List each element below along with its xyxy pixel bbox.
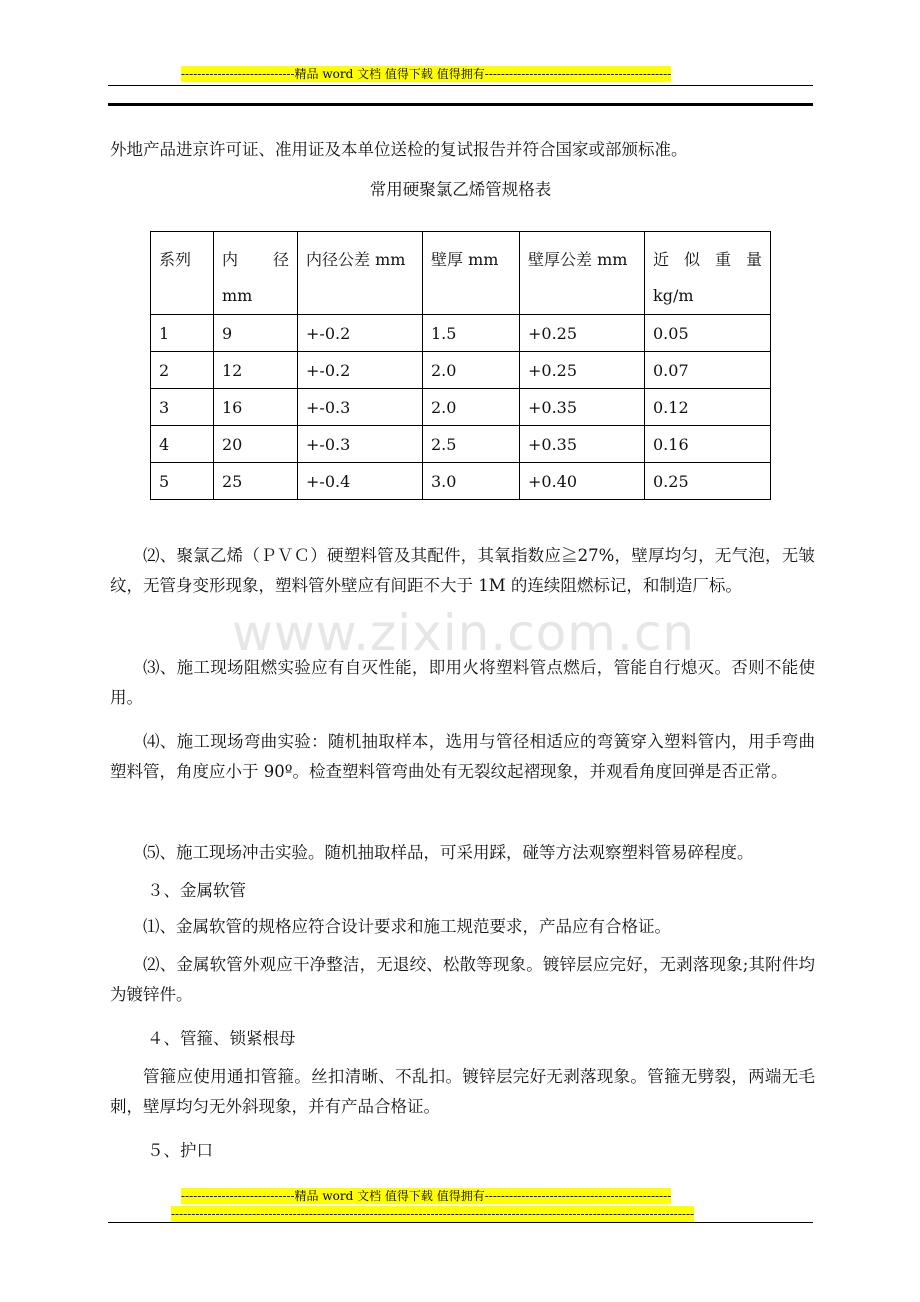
paragraph-bend-test: ⑷、施工现场弯曲实验：随机抽取样本，选用与管径相适应的弯簧穿入塑料管内，用手弯曲塑料管，角度应小于 90º。检查塑料管弯曲处有无裂纹起褶现象，并观看角度回弹是否正常。 [110, 732, 815, 781]
table-row [151, 315, 771, 352]
table-row [151, 389, 771, 426]
paragraph-pvc-oxygen-index: ⑵、聚氯乙烯（ＰＶＣ）硬塑料管及其配件，其氧指数应≧27%，壁厚均匀，无气泡，无皱纹，无管身变形现象，塑料管外壁应有间距不大于 1M 的连续阻燃标记，和制造厂标。 [110, 546, 815, 595]
paragraph-impact-test: ⑸、施工现场冲击实验。随机抽取样品，可采用踩，碰等方法观察塑料管易碎程度。 [143, 843, 754, 862]
header-cell: 内 径 mm [214, 232, 298, 315]
table-cell: 0.07 [645, 352, 771, 389]
table-cell: +-0.3 [298, 389, 423, 426]
table-cell: 0.05 [645, 315, 771, 352]
table-cell: +-0.3 [298, 426, 423, 463]
header-rule-thick [108, 103, 813, 106]
table-cell: 3 [151, 389, 214, 426]
table-cell: 16 [214, 389, 298, 426]
section-heading-coupling: ４、管箍、锁紧根母 [147, 1029, 296, 1048]
table-title: 常用硬聚氯乙烯管规格表 [369, 180, 552, 199]
table-cell: 2.0 [423, 389, 520, 426]
table-cell: 4 [151, 426, 214, 463]
table-cell: 1.5 [423, 315, 520, 352]
paragraph-flame-test: ⑶、施工现场阻燃实验应有自灭性能，即用火将塑料管点燃后，管能自行熄灭。否则不能使用。 [110, 658, 815, 707]
section-heading-bushing: ５、护口 [147, 1141, 213, 1160]
spec-table [150, 231, 771, 500]
paragraph-metal-hose-appearance: ⑵、金属软管外观应干净整洁，无退绞、松散等现象。镀锌层应完好，无剥落现象;其附件均为镀锌件。 [110, 955, 815, 1004]
table-row [151, 352, 771, 389]
table-header-row [151, 232, 771, 315]
table-cell: 0.25 [645, 463, 771, 500]
header-cell: 近 似 重 量 kg/m [645, 232, 771, 315]
table-cell: +0.35 [520, 389, 645, 426]
header-banner: ----------------------------精品 word 文档 值得下载 值得拥有---------------------------------------------- [181, 67, 672, 81]
table-cell: 1 [151, 315, 214, 352]
header-rule-thin [108, 85, 813, 86]
header-cell: 壁厚 mm [423, 232, 520, 315]
table-row [151, 426, 771, 463]
table-cell: 20 [214, 426, 298, 463]
table-cell: +-0.4 [298, 463, 423, 500]
table-cell: 0.12 [645, 389, 771, 426]
paragraph-metal-hose-spec: ⑴、金属软管的规格应符合设计要求和施工规范要求，产品应有合格证。 [143, 917, 671, 936]
table-cell: 12 [214, 352, 298, 389]
table-cell: +-0.2 [298, 352, 423, 389]
section-heading-metal-hose: ３、金属软管 [147, 881, 246, 900]
paragraph-coupling: 管箍应使用通扣管箍。丝扣清晰、不乱扣。镀锌层完好无剥落现象。管箍无劈裂，两端无毛刺，壁厚均匀无外斜现象，并有产品合格证。 [110, 1067, 815, 1116]
table-cell: +-0.2 [298, 315, 423, 352]
table-cell: 25 [214, 463, 298, 500]
table-cell: +0.25 [520, 352, 645, 389]
footer-rule [108, 1222, 813, 1223]
table-cell: 2.0 [423, 352, 520, 389]
table-cell: +0.40 [520, 463, 645, 500]
table-cell: 2 [151, 352, 214, 389]
table-cell: +0.25 [520, 315, 645, 352]
footer-banner: ----------------------------精品 word 文档 值得下载 值得拥有---------------------------------------------- [181, 1189, 672, 1203]
intro-line: 外地产品进京许可证、准用证及本单位送检的复试报告并符合国家或部颁标准。 [110, 140, 688, 159]
header-cell: 系列 [151, 232, 214, 315]
header-cell: 壁厚公差 mm [520, 232, 645, 315]
watermark: www.zixin.com.cn [232, 604, 696, 662]
table-cell: +0.35 [520, 426, 645, 463]
table-cell: 9 [214, 315, 298, 352]
table-row [151, 463, 771, 500]
table-cell: 5 [151, 463, 214, 500]
header-cell: 内径公差 mm [298, 232, 423, 315]
table-cell: 2.5 [423, 426, 520, 463]
table-cell: 0.16 [645, 426, 771, 463]
footer-banner-dashes: --------------------------------------------------------------------------------------------------------------------------------- [171, 1207, 695, 1221]
table-cell: 3.0 [423, 463, 520, 500]
